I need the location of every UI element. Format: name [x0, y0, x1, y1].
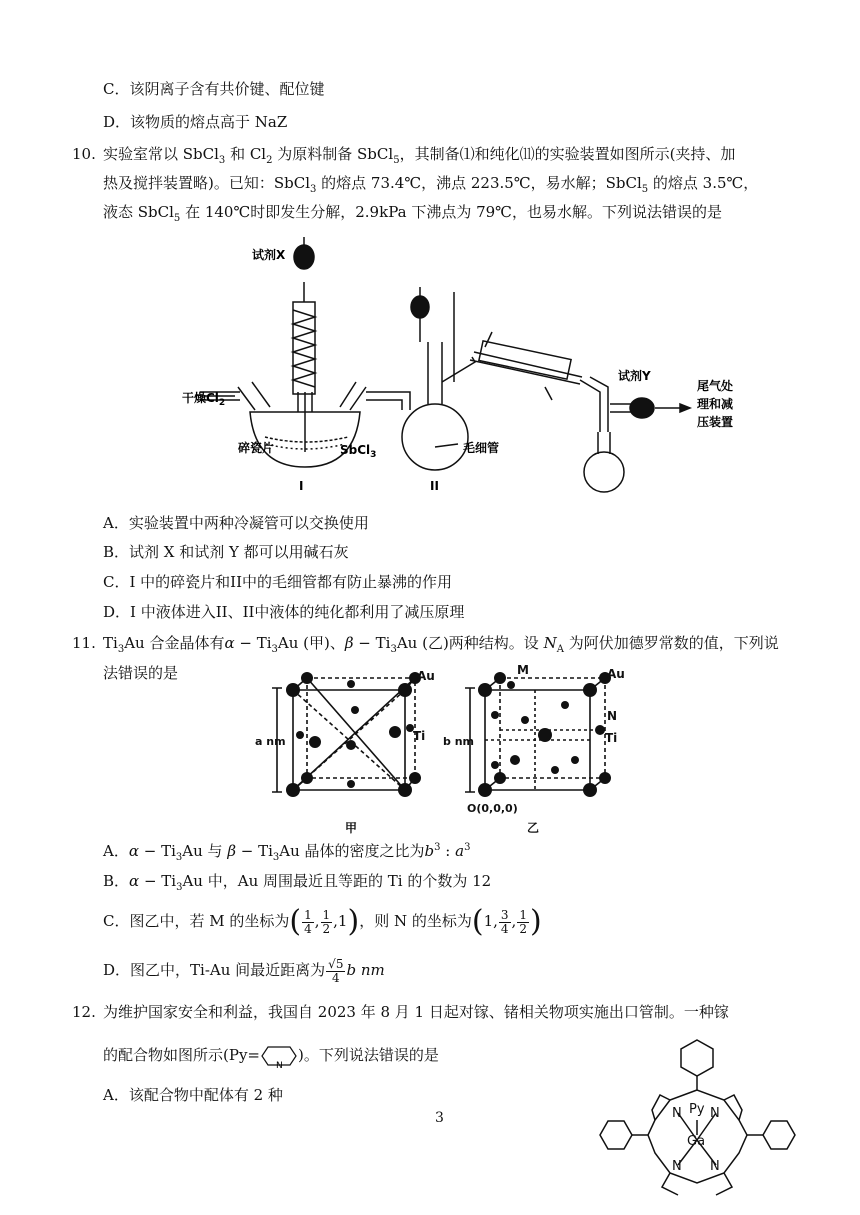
- q10-number: 10.: [72, 145, 96, 163]
- q10-stem-line3: 液态 SbCl$_5$ 在 140℃时即发生分解，2.9kPa 下沸点为 79℃，也易水解。下列说法错误的是: [103, 203, 722, 224]
- label-au-yi: Au: [607, 667, 625, 681]
- label-sbcl3: SbCl$_3$: [340, 443, 377, 460]
- label-reagent-x: 试剂X: [252, 248, 286, 262]
- page-number: 3: [435, 1110, 444, 1126]
- q9-option-c: C．该阴离子含有共价键、配位键: [103, 80, 325, 98]
- label-ti-yi: Ti: [605, 731, 618, 745]
- porphyrin-ga-label: Ga: [687, 1134, 706, 1149]
- porphyrin-n2: N: [710, 1106, 720, 1121]
- label-b-nm: b nm: [443, 735, 474, 748]
- label-yi: 乙: [527, 821, 540, 835]
- q12-option-a: A．该配合物中配体有 2 种: [103, 1086, 283, 1104]
- q10-apparatus-diagram: [180, 232, 760, 497]
- label-porcelain-chips: 碎瓷片: [238, 441, 275, 455]
- q11-option-d: D．图乙中，Ti-Au 间最近距离为 $\frac{√5}{4}$ b nm: [103, 956, 385, 985]
- pyridine-ring-icon: [260, 1043, 298, 1069]
- q10-stem-line1: 实验室常以 SbCl$_3$ 和 $Cl_2$ 为原料制备 SbCl$_5$，其制备⑴和纯化⑾的实验装置如图所示(夹持、加: [103, 145, 736, 166]
- q11-stem-line1: $Ti_3Au$ 合金晶体有$\alpha - Ti_3Au$ (甲)、$\beta - Ti_3Au$ (乙)两种结构。设 $N_A$ 为阿伏加德罗常数的值，下列说: [103, 634, 779, 655]
- label-reagent-y: 试剂Y: [618, 369, 651, 383]
- q11-number: 11.: [72, 634, 96, 652]
- label-au-jia: Au: [417, 669, 435, 683]
- q11-option-c: C．图乙中，若 M 的坐标为( $\frac{1}{4}$ , $\frac{1}{2}$ ,1)，则 N 的坐标为(1, $\frac{3}{4}$ , $\frac{1}{2}$ ): [103, 904, 542, 939]
- porphyrin-n1: N: [672, 1106, 682, 1121]
- label-ti-jia: Ti: [413, 729, 426, 743]
- label-jia: 甲: [345, 821, 358, 835]
- porphyrin-n4: N: [710, 1159, 720, 1174]
- q12-number: 12.: [72, 1003, 96, 1021]
- q9-option-d: D．该物质的熔点高于 NaZ: [103, 113, 288, 131]
- label-origin: O(0,0,0): [467, 802, 518, 815]
- q10-stem-line2: 热及搅拌装置略)。已知：SbCl$_3$ 的熔点 73.4℃，沸点 223.5℃，易水解；SbCl$_5$ 的熔点 3.5℃，: [103, 174, 759, 195]
- q10-option-a: A．实验装置中两种冷凝管可以交换使用: [103, 514, 369, 532]
- q11-stem-line2: 法错误的是: [103, 664, 179, 682]
- label-m: M: [517, 663, 529, 677]
- label-a-nm: a nm: [255, 735, 286, 748]
- label-tail-gas-3: 压装置: [697, 415, 734, 429]
- svg-text:N: N: [276, 1061, 283, 1069]
- label-tail-gas-2: 理和减: [697, 397, 734, 411]
- label-dry-cl2: 干燥$Cl_2$: [182, 391, 226, 408]
- label-n: N: [607, 709, 618, 723]
- porphyrin-n3: N: [672, 1159, 682, 1174]
- q12-stem-line2: 的配合物如图所示(Py= N )。下列说法错误的是: [103, 1043, 439, 1069]
- q11-option-b: B．$\alpha - Ti_3Au$ 中，Au 周围最近且等距的 Ti 的个数为 12: [103, 872, 492, 893]
- q10-option-c: C．I 中的碎瓷片和II中的毛细管都有防止暴沸的作用: [103, 573, 453, 591]
- q10-option-d: D．I 中液体进入II、II中液体的纯化都利用了减压原理: [103, 603, 465, 621]
- q12-stem-line1: 为维护国家安全和利益，我国自 2023 年 8 月 1 日起对镓、锗相关物项实施出口管制。一种镓: [103, 1003, 729, 1021]
- label-flask-ii: II: [430, 479, 439, 493]
- q11-option-a: A．$\alpha - Ti_3Au$ 与 $\beta - Ti_3Au$ 晶体的密度之比为$b^3$ : $a^3$: [103, 842, 471, 863]
- label-tail-gas-1: 尾气处: [697, 379, 734, 393]
- label-flask-i: I: [299, 479, 304, 493]
- gallium-porphyrin-structure: [590, 1035, 805, 1213]
- q11-crystal-diagrams: [255, 660, 625, 838]
- label-capillary: 毛细管: [463, 441, 500, 455]
- q10-option-b: B．试剂 X 和试剂 Y 都可以用碱石灰: [103, 543, 349, 561]
- porphyrin-py-label: Py: [689, 1102, 705, 1117]
